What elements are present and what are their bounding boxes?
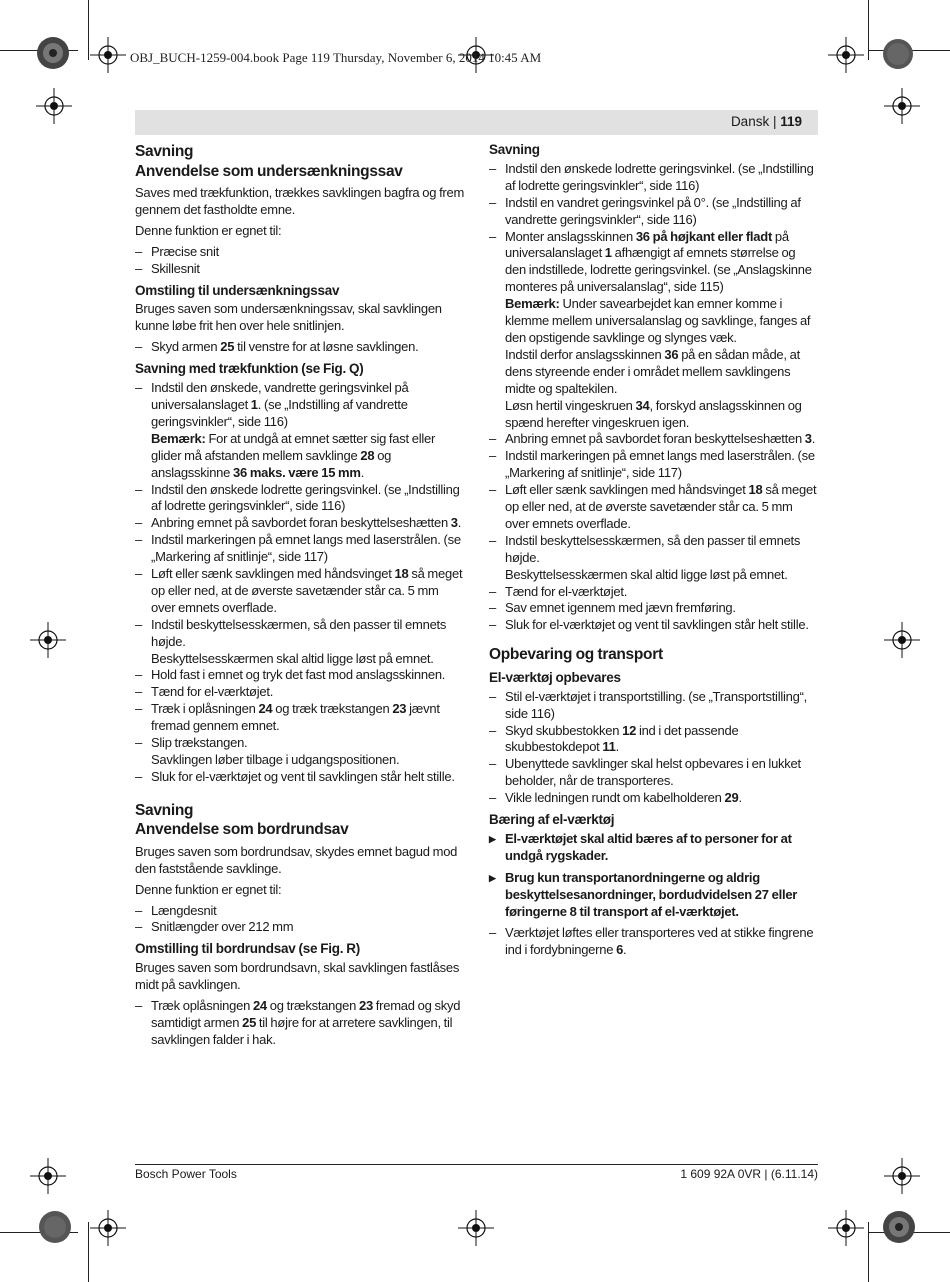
heading-line: Savning (135, 143, 194, 160)
book-info-line: OBJ_BUCH-1259-004.book Page 119 Thursday, November 6, 2014 10:45 AM (130, 50, 542, 65)
section-heading (135, 801, 465, 840)
list-item: – Skillesnit (135, 261, 465, 278)
registration-mark-icon (884, 88, 920, 124)
paragraph: Saves med trækfunktion, trækkes savklingen bagfra og frem gennem det fastholdte emne. (135, 185, 465, 217)
left-column (135, 142, 465, 1054)
list-item: – Indstil beskyttelsesskærmen, så den passer til emnets højde. Beskyttelsesskærmen skal altid ligge løst på emnet. (135, 617, 465, 668)
list-item: – Træk i oplåsningen 24 og træk trækstangen 23 jævnt fremad gennem emnet. (135, 701, 465, 735)
list-item: – Indstil en vandret geringsvinkel på 0°. (se „Indstilling af vandrette geringsvinkler“, side 116) (489, 195, 819, 229)
warning-item: ▶ El-værktøjet skal altid bæres af to personer for at undgå rygskader. (489, 831, 819, 865)
list-item: – Tænd for el-værktøjet. (135, 684, 465, 701)
header-separator: | (769, 114, 781, 129)
list-item: – Monter anslagsskinnen 36 på højkant eller fladt på universalanslaget 1 afhængigt af emnets størrelse og den indstillede, lodrette geringsvinkel. (se „Anslagskinne monteres på universalanslag“, side 115) Bemærk: Under savearbejdet kan emner komme i klemme mellem universalanslag og savklinge, fanges af den opstigende savklinge og slynges væk. Indstil derfor anslagsskinnen 36 på en sådan måde, at dens styreende ender i området mellem savklingens midte og spaltekilen. Løsn hertil vingeskruen 34, forskyd anslagsskinnen og spænd herefter vingeskruen igen. (489, 229, 819, 432)
list-item: – Indstil den ønskede, vandrette geringsvinkel på universalanslaget 1. (se „Indstilling af vandrette geringsvinkler“, side 116) Bemærk: For at undgå at emnet sætter sig fast eller glider må afstanden mellem savklinge 28 og anslagsskinne 36 maks. være 15 mm. (135, 380, 465, 481)
dash-list (489, 925, 819, 959)
subheading: Omstiling til undersænkningssav (135, 282, 340, 298)
list-item: – Løft eller sænk savklingen med håndsvinget 18 så meget op eller ned, at de øverste savetænder står ca. 5 mm over emnets overflade. (489, 482, 819, 533)
registration-mark-icon (828, 1210, 864, 1246)
section-heading: Opbevaring og transport (489, 646, 663, 664)
paragraph: Bruges saven som undersænkningssav, skal savklingen kunne løbe frit hen over hele snitlinjen. (135, 301, 442, 334)
heading-line: Anvendelse som undersænkningssav (135, 162, 403, 180)
subheading: Savning med trækfunktion (se Fig. Q) (135, 361, 364, 377)
list-item: – Sluk for el-værktøjet og vent til savklingen står helt stille. (135, 769, 465, 786)
registration-mark-icon (828, 37, 864, 73)
note-label: Bemærk: (505, 296, 560, 312)
dash-list (135, 903, 465, 937)
list-item: – Indstil markeringen på emnet langs med laserstrålen. (se „Markering af snitlinje“, side 117) (135, 532, 465, 566)
warning-list (489, 831, 819, 921)
list-item: – Skyd armen 25 til venstre for at løsne savklingen. (135, 339, 465, 356)
paragraph: Bruges saven som bordrundsav, skydes emnet bagud mod den faststående savklinge. (135, 843, 458, 876)
list-item: – Sluk for el-værktøjet og vent til savklingen står helt stille. (489, 617, 819, 634)
dash-list (135, 339, 465, 356)
header-language: Dansk (730, 114, 770, 129)
page-header-text (731, 114, 802, 129)
dash-list (135, 244, 465, 278)
list-item: – Præcise snit (135, 244, 465, 261)
list-item: – Anbring emnet på savbordet foran beskyttelseshætten 3. (489, 431, 819, 448)
starburst-mark-icon (36, 36, 70, 70)
right-column (489, 142, 819, 964)
registration-mark-icon (458, 1210, 494, 1246)
note-label: Bemærk: (151, 430, 206, 446)
list-item: – Hold fast i emnet og tryk det fast mod anslagsskinnen. (135, 667, 465, 684)
paragraph: Bruges saven som bordrundsavn, skal savklingen fastlåses midt på savklingen. (135, 960, 460, 993)
footer-rule (135, 1164, 818, 1165)
registration-mark-icon (884, 1158, 920, 1194)
subheading: Savning (489, 142, 540, 157)
subheading: El-værktøj opbevares (489, 669, 621, 685)
list-item: – Tænd for el-værktøjet. (489, 584, 819, 601)
page-number: 119 (780, 114, 802, 129)
registration-mark-icon (884, 622, 920, 658)
dash-list (135, 998, 465, 1049)
registration-mark-icon (90, 37, 126, 73)
paragraph: Denne funktion er egnet til: (135, 881, 282, 897)
dash-list (135, 380, 465, 786)
section-heading (135, 142, 465, 181)
list-item: – Skyd skubbestokken 12 ind i det passende skubbestokdepot 11. (489, 723, 819, 757)
list-item: – Ubenyttede savklinger skal helst opbevares i en lukket beholder, når de transporteres. (489, 756, 819, 790)
list-item: – Indstil den ønskede lodrette geringsvinkel. (se „Indstilling af lodrette geringsvinkler“, side 116) (135, 482, 465, 516)
subheading: Omstilling til bordrundsav (se Fig. R) (135, 941, 361, 957)
dash-list (489, 161, 819, 634)
footer-brand: Bosch Power Tools (135, 1167, 237, 1181)
heading-line: Anvendelse som bordrundsav (135, 821, 349, 839)
paragraph: Denne funktion er egnet til: (135, 222, 282, 238)
registration-mark-icon (90, 1210, 126, 1246)
shaded-mark-icon (882, 38, 914, 70)
registration-mark-icon (30, 1158, 66, 1194)
list-item: – Løft eller sænk savklingen med håndsvinget 18 så meget op eller ned, at de øverste savetænder står ca. 5 mm over emnets overflade. (135, 566, 465, 617)
list-item: – Slip trækstangen. Savklingen løber tilbage i udgangspositionen. (135, 735, 465, 769)
starburst-mark-icon (882, 1210, 916, 1244)
footer-doc-number: 1 609 92A 0VR | (6.11.14) (680, 1167, 818, 1181)
subheading: Bæring af el-værktøj (489, 812, 615, 828)
warning-item: ▶ Brug kun transportanordningerne og aldrig beskyttelsesanordninger, bordudvidelsen 27 eller føringerne 8 til transport af el-værktøjet. (489, 870, 819, 921)
dash-list (489, 689, 819, 807)
registration-mark-icon (30, 622, 66, 658)
list-item: – Vikle ledningen rundt om kabelholderen 29. (489, 790, 819, 807)
heading-line: Savning (135, 801, 194, 819)
list-item: – Træk oplåsningen 24 og trækstangen 23 fremad og skyd samtidigt armen 25 til højre for at arretere savklingen, til savklingen falder i hak. (135, 998, 465, 1049)
registration-mark-icon (36, 88, 72, 124)
list-item: – Indstil den ønskede lodrette geringsvinkel. (se „Indstilling af lodrette geringsvinkler“, side 116) (489, 161, 819, 195)
page-header (135, 110, 818, 135)
shaded-mark-icon (38, 1210, 72, 1244)
list-item: – Indstil beskyttelsesskærmen, så den passer til emnets højde. Beskyttelsesskærmen skal altid ligge løst på emnet. (489, 533, 819, 584)
list-item: – Snitlængder over 212 mm (135, 919, 465, 936)
list-item: – Indstil markeringen på emnet langs med laserstrålen. (se „Markering af snitlinje“, side 117) (489, 448, 819, 482)
list-item: – Sav emnet igennem med jævn fremføring. (489, 600, 819, 617)
list-item: – Værktøjet løftes eller transporteres ved at stikke fingrene ind i fordybningerne 6. (489, 925, 819, 959)
list-item: – Længdesnit (135, 903, 465, 920)
list-item: – Stil el-værktøjet i transportstilling. (se „Transportstilling“, side 116) (489, 689, 819, 723)
list-item: – Anbring emnet på savbordet foran beskyttelseshætten 3. (135, 515, 465, 532)
